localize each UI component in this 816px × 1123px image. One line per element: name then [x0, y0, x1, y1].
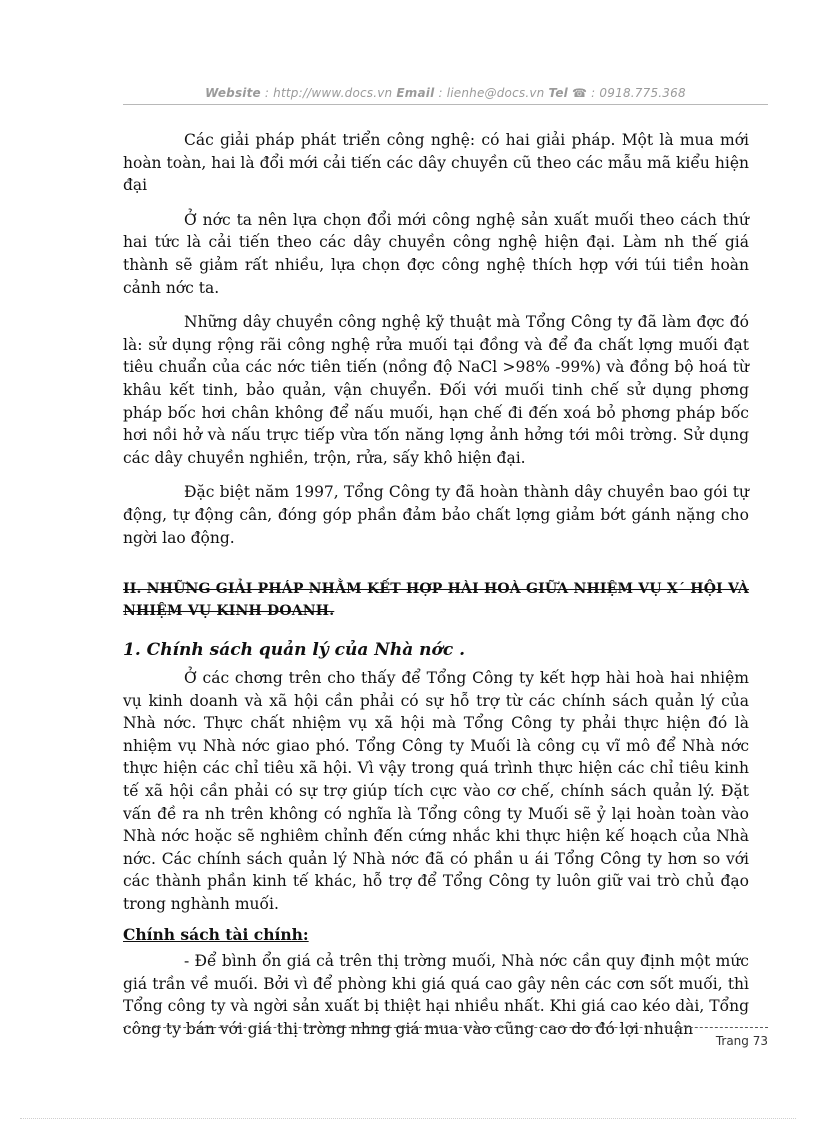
- page-header: [123, 86, 768, 100]
- website-label: Website: [205, 86, 261, 100]
- footer-divider: [123, 1027, 768, 1028]
- policy-title: Chính sách tài chính:: [123, 924, 309, 944]
- paragraph-domestic-choice: Ở nớc ta nên lựa chọn đổi mới công nghệ sản xuất muối theo cách thứ hai tức là cải tiến theo các dây chuyền công nghệ hiện đại. Làm nh thế giá thành sẽ giảm rất nhiều, lựa chọn đợc công nghệ thích hợp với túi tiền hoàn cảnh nớc ta.: [123, 210, 749, 297]
- header-divider: [123, 104, 768, 105]
- tel-label: Tel: [548, 86, 568, 100]
- paragraph-price-ceiling: - Để bình ổn giá cả trên thị trờng muối, Nhà nớc cần quy định một mức giá trần về muối. Bởi vì để phòng khi giá quá cao gây nên các cơn sốt muối, thì Tổng công ty và ngời sản xuất bị thiệt hại nhiều nhất. Khi giá cao kéo dài, Tổng công ty bán với giá thị trờng nhng giá mua vào cũng cao do đó lợi nhuận: [123, 952, 749, 1038]
- email-value: : lienhe@docs.vn: [438, 86, 545, 100]
- paragraph-technology-solutions: Các giải pháp phát triển công nghệ: có hai giải pháp. Một là mua mới hoàn toàn, hai là đổi mới cải tiến các dây chuyền cũ theo các mẫu mã kiểu hiện đại: [123, 131, 749, 195]
- page-bottom-edge: [20, 1118, 796, 1119]
- page-number: Trang 73: [715, 1034, 768, 1048]
- website-value: : http://www.docs.vn: [264, 86, 393, 100]
- paragraph-production-lines: Những dây chuyền công nghệ kỹ thuật mà Tổng Công ty đã làm đợc đó là: sử dụng rộng rãi công nghệ rửa muối tại đồng và để đa chất lợng muối đạt tiêu chuẩn của các nớc tiên tiến (nồng độ NaCl >98% -99%) và đồng bộ hoá từ khâu kết tinh, bảo quản, vận chuyển. Đối với muối tinh chế sử dụng phơng pháp bốc hơi chân không để nấu muối, hạn chế đi đến xoá bỏ phơng pháp bốc hơi nồi hở và nấu trực tiếp vừa tốn năng lợng ảnh hởng tới môi trờng. Sử dụng các dây chuyền nghiền, trộn, rửa, sấy khô hiện đại.: [123, 313, 749, 467]
- subsection-title: 1. Chính sách quản lý của Nhà nớc .: [123, 640, 466, 661]
- section-title: II. NHỮNG GIẢI PHÁP NHẰM KẾT HỢP HÀI HOÀ GIỮA NHIỆM VỤ X´ HỘI VÀ NHIỆM VỤ KINH DOANH.: [123, 581, 749, 620]
- paragraph-packaging-line: Đặc biệt năm 1997, Tổng Công ty đã hoàn thành dây chuyền bao gói tự động, tự động cân, đóng góp phần đảm bảo chất lợng giảm bớt gánh nặng cho ngời lao động.: [123, 483, 749, 547]
- paragraph-state-policy: Ở các chơng trên cho thấy để Tổng Công ty kết hợp hài hoà hai nhiệm vụ kinh doanh và xã hội cần phải có sự hỗ trợ từ các chính sách quản lý của Nhà nớc. Thực chất nhiệm vụ xã hội mà Tổng Công ty phải thực hiện đó là nhiệm vụ Nhà nớc giao phó. Tổng Công ty Muối là công cụ vĩ mô để Nhà nớc thực hiện các chỉ tiêu xã hội. Vì vậy trong quá trình thực hiện các chỉ tiêu kinh tế xã hội cần phải có sự trợ giúp tích cực vào cơ chế, chính sách quản lý. Đặt vấn đề ra nh trên không có nghĩa là Tổng công ty Muối sẽ ỷ lại hoàn toàn vào Nhà nớc hoặc sẽ nghiêm chỉnh đến cứng nhắc khi thực hiện kế hoạch của Nhà nớc. Các chính sách quản lý Nhà nớc đã có phần u ái Tổng Công ty hơn so với các thành phần kinh tế khác, hỗ trợ để Tổng Công ty luôn giữ vai trò chủ đạo trong nghành muối.: [123, 669, 749, 914]
- page-body: [123, 129, 749, 1041]
- email-label: Email: [396, 86, 435, 100]
- tel-value: ☎ : 0918.775.368: [572, 86, 686, 100]
